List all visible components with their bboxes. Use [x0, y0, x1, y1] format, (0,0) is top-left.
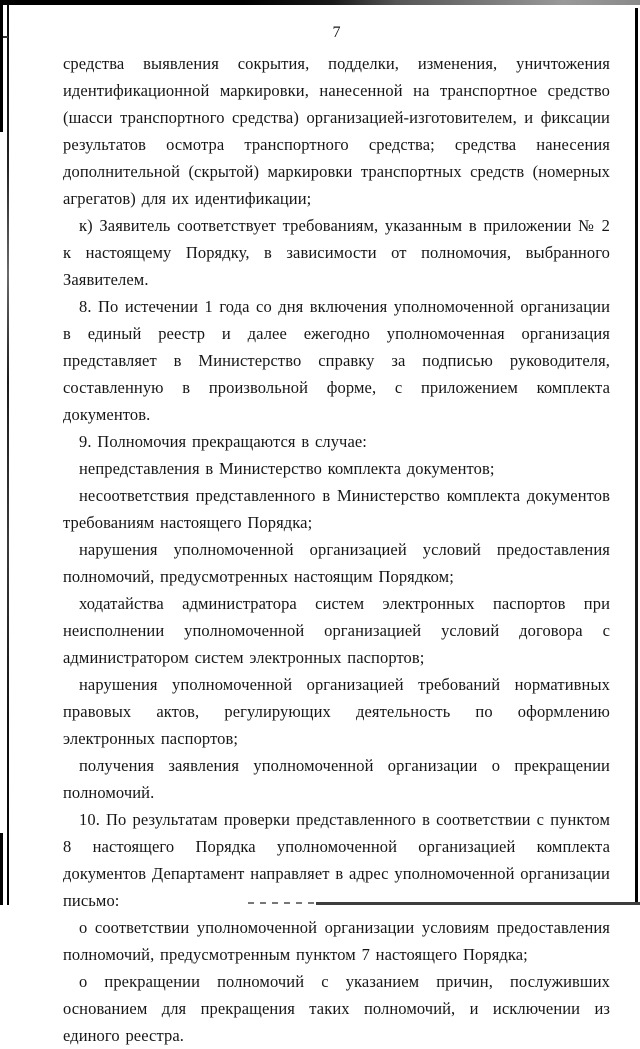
document-text: [63, 50, 610, 1049]
page-border-right-line: [635, 8, 638, 905]
scan-edge-left-top: [0, 0, 3, 132]
scan-edge-top: [0, 0, 640, 5]
paragraph: о прекращении полномочий с указанием причин, послуживших основанием для прекращения таких полномочий, и исключении из единого реестра.: [63, 972, 610, 1045]
paragraph: ходатайства администратора систем электронных паспортов при неисполнении уполномоченной организацией условий договора с администратором систем электронных паспортов;: [63, 594, 610, 667]
paragraph: получения заявления уполномоченной организации о прекращении полномочий.: [63, 756, 610, 802]
page-border-left-line: [7, 4, 9, 905]
scan-artifact-tick: [3, 36, 8, 38]
paragraph: 9. Полномочия прекращаются в случае:: [79, 432, 367, 451]
scan-edge-left-bottom: [0, 833, 3, 905]
page-number: 7: [332, 24, 341, 41]
paragraph: средства выявления сокрытия, подделки, изменения, уничтожения идентификационной маркировки, нанесенной на транспортное средство (шасси транспортного средства) организацией-изготовителем, и фиксации результатов осмотра транспортного средства; средства нанесения дополнительной (скрытой) маркировки транспортных средств (номерных агрегатов) для их идентификации;: [63, 54, 610, 208]
paragraph: несоответствия представленного в Министерство комплекта документов требованиям настоящего Порядка;: [63, 486, 610, 532]
paragraph: нарушения уполномоченной организацией условий предоставления полномочий, предусмотренных настоящим Порядком;: [63, 540, 610, 586]
paragraph: 8. По истечении 1 года со дня включения уполномоченной организации в единый реестр и далее ежегодно уполномоченная организация представляет в Министерство справку за подписью руководителя, составленную в произвольной форме, с приложением комплекта документов.: [63, 297, 610, 424]
paragraph: непредставления в Министерство комплекта документов;: [79, 459, 495, 478]
paragraph: нарушения уполномоченной организацией требований нормативных правовых актов, регулирующих деятельность по оформлению электронных паспортов;: [63, 675, 610, 748]
paragraph: о соответствии уполномоченной организации условиям предоставления полномочий, предусмотренным пунктом 7 настоящего Порядка;: [63, 918, 610, 964]
paragraph: к) Заявитель соответствует требованиям, указанным в приложении № 2 к настоящему Порядку, в зависимости от полномочия, выбранного Заявителем.: [63, 216, 610, 289]
paragraph: 10. По результатам проверки представленного в соответствии с пунктом 8 настоящего Порядка уполномоченной организацией комплекта документов Департамент направляет в адрес уполномоченной организации письмо:: [63, 810, 610, 910]
